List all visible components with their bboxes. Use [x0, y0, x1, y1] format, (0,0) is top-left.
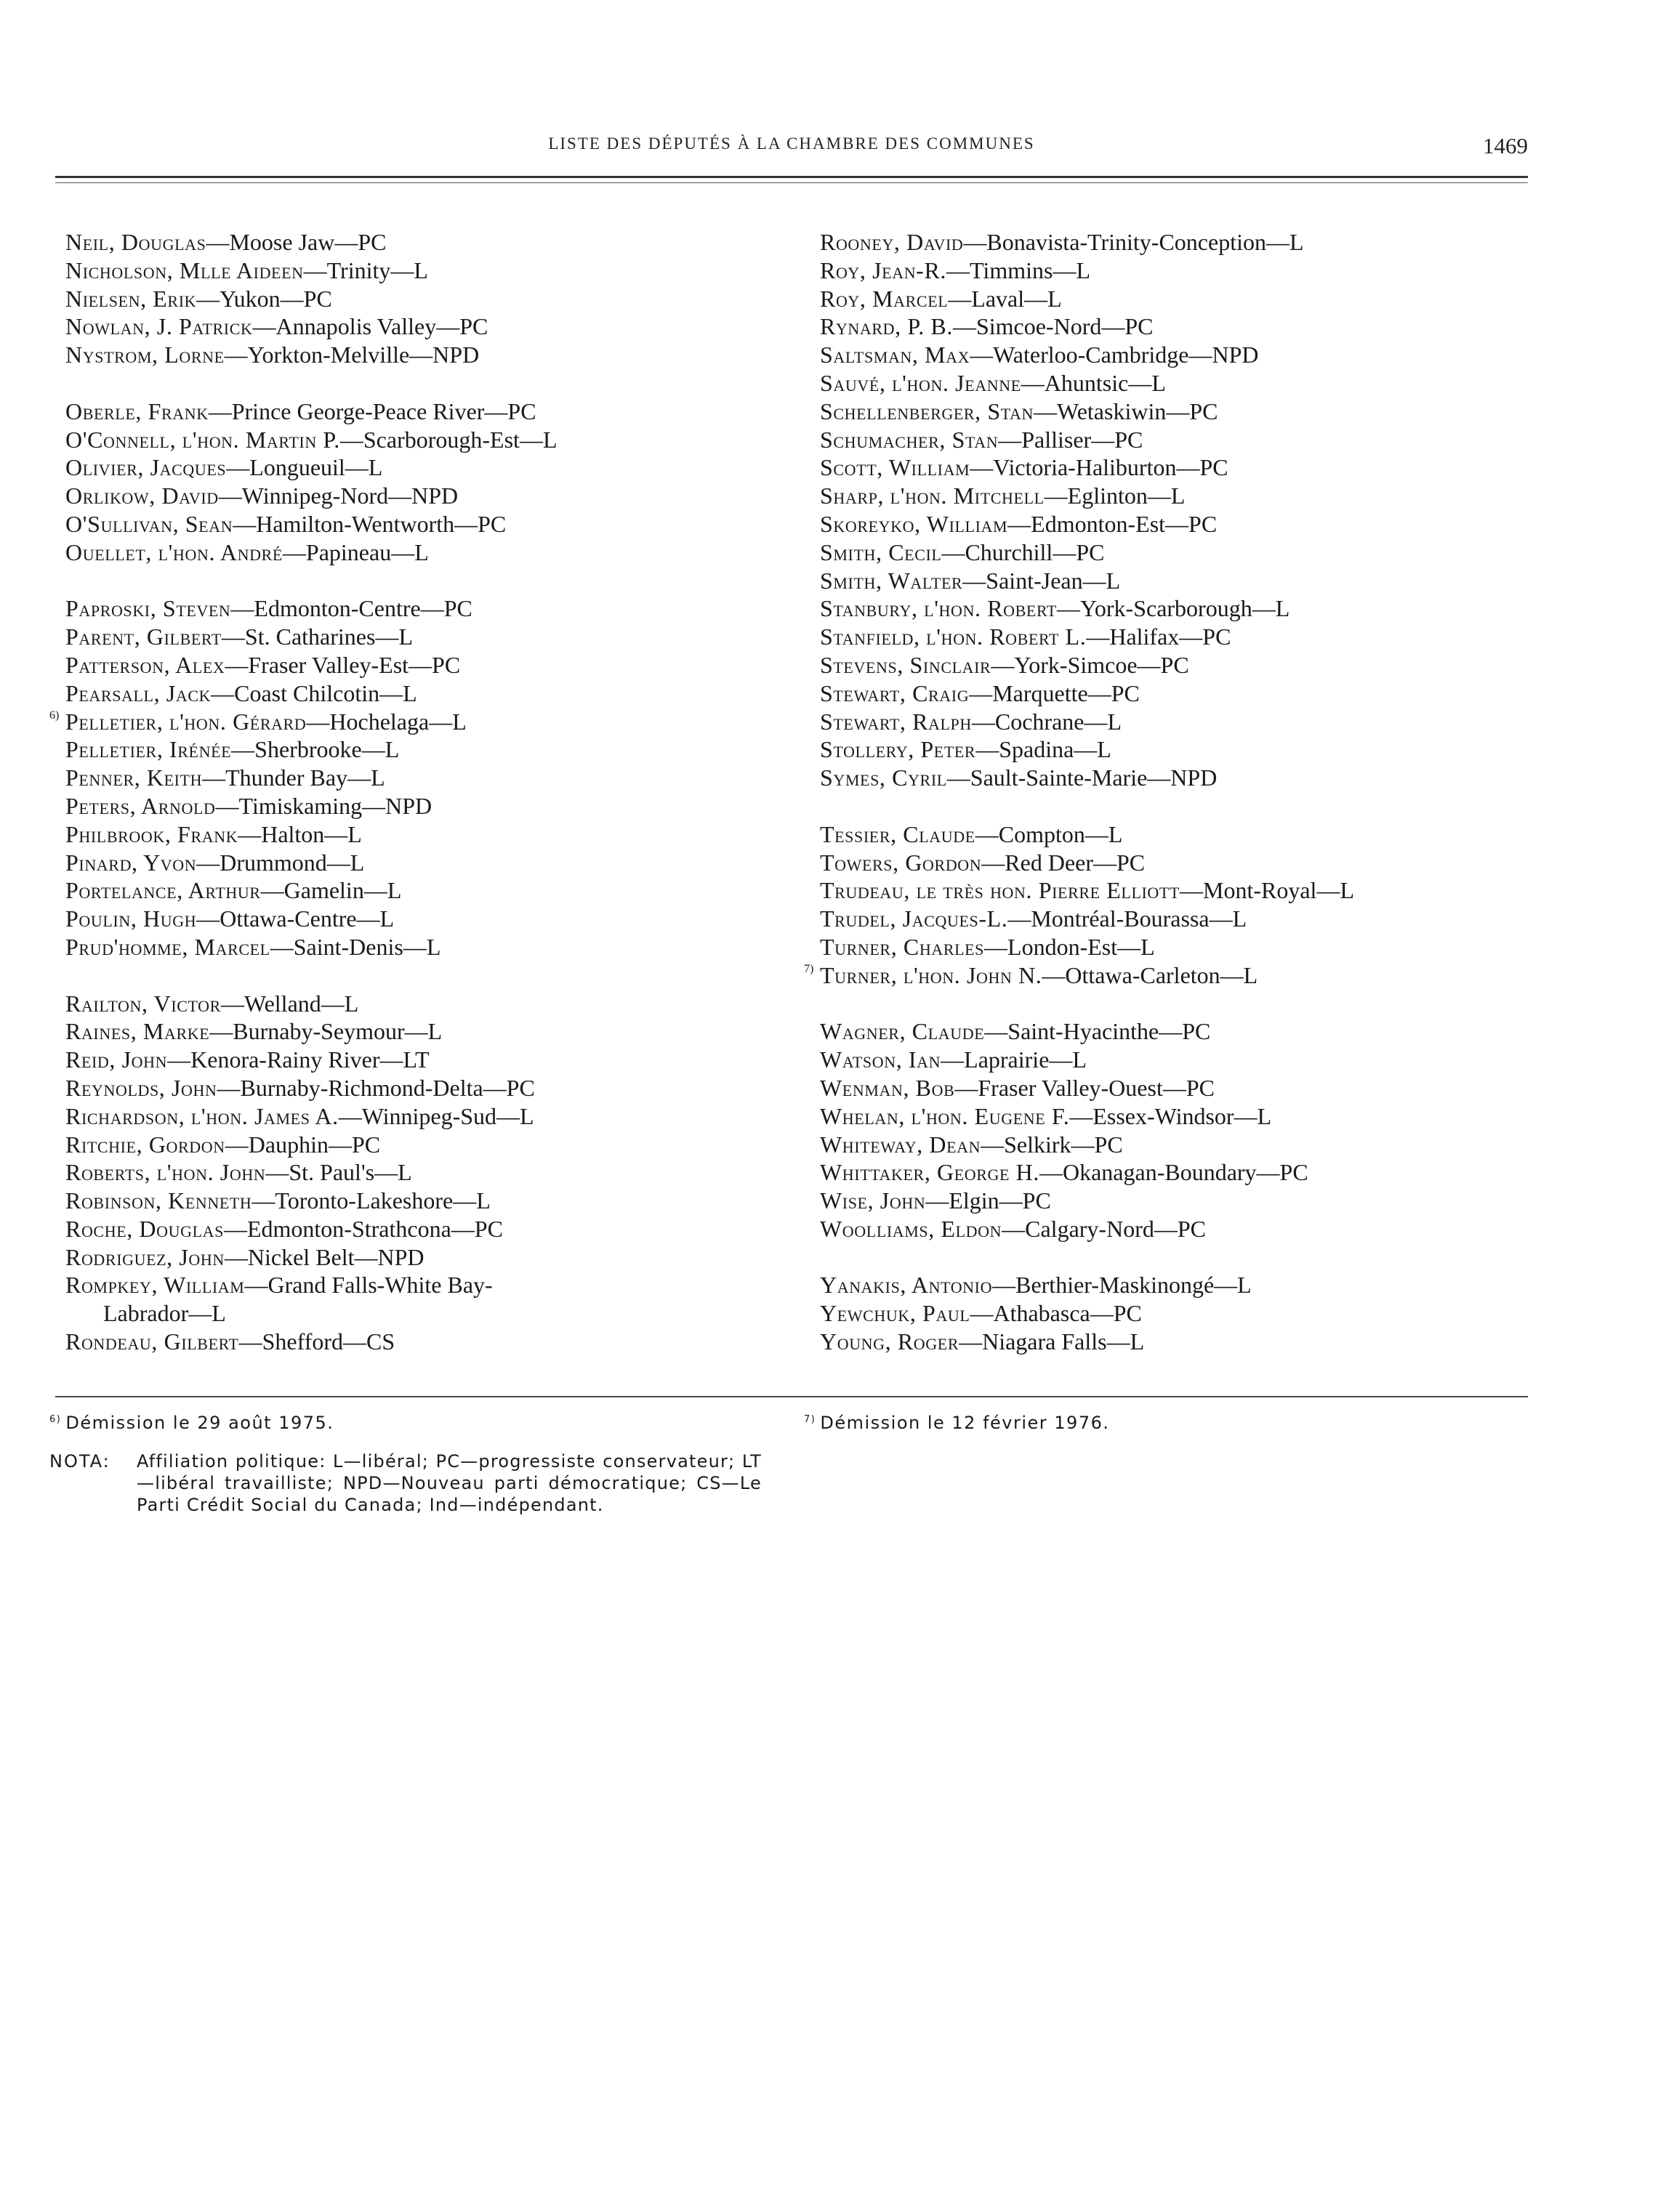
- member-riding-party: —Waterloo-Cambridge—NPD: [970, 342, 1259, 368]
- member-entry: [65, 228, 800, 257]
- member-entry: [820, 1102, 1540, 1131]
- member-riding-party: —Burnaby-Seymour—L: [209, 1018, 443, 1045]
- member-name: Reynolds, John: [65, 1074, 217, 1101]
- member-name: Oberle, Frank: [65, 397, 209, 424]
- member-entry: [820, 1187, 1540, 1215]
- member-name: Yanakis, Antonio: [820, 1272, 993, 1299]
- member-entry: [65, 876, 800, 905]
- member-name: Stanfield, l'hon. Robert L.: [820, 623, 1087, 650]
- member-riding-party: —Selkirk—PC: [981, 1131, 1123, 1158]
- member-name: Poulin, Hugh: [65, 905, 197, 932]
- member-name: Parent, Gilbert: [65, 623, 222, 650]
- member-riding-party: —Berthier-Maskinongé—L: [992, 1272, 1252, 1299]
- member-riding-party: —Red Deer—PC: [981, 849, 1146, 876]
- member-entry: [820, 623, 1540, 651]
- member-riding-party: —Compton—L: [975, 820, 1123, 847]
- member-entry: [65, 1328, 800, 1356]
- member-name: Rynard, P. B.: [820, 313, 953, 340]
- member-riding-party: —Laprairie—L: [941, 1046, 1087, 1073]
- member-entry: [820, 510, 1540, 538]
- member-entry: [820, 567, 1540, 595]
- member-entry: [820, 1215, 1540, 1243]
- member-entry: [65, 990, 800, 1018]
- member-entry: [65, 1074, 800, 1102]
- member-name: Towers, Gordon: [820, 849, 982, 876]
- member-name: Skoreyko, William: [820, 510, 1008, 537]
- member-riding-party: —Hamilton-Wentworth—PC: [233, 510, 507, 537]
- member-entry: [820, 285, 1540, 313]
- footnote-text: Démission le 12 février 1976.: [820, 1413, 1110, 1433]
- member-riding-party: —Trinity—L: [303, 257, 428, 283]
- member-riding-party: —Yorkton-Melville—NPD: [224, 342, 480, 368]
- member-name: Raines, Marke: [65, 1018, 210, 1045]
- header-rule-thin: [55, 182, 1528, 183]
- member-riding-party: —Calgary-Nord—PC: [1002, 1215, 1206, 1242]
- member-name: Stewart, Craig: [820, 679, 970, 706]
- member-entry: [820, 849, 1540, 877]
- member-name: Rompkey, William: [65, 1272, 245, 1299]
- member-entry: [820, 651, 1540, 679]
- member-entry: [65, 312, 800, 341]
- member-riding-party: —Marquette—PC: [969, 679, 1140, 706]
- member-name: Trudeau, le très hon. Pierre Elliott: [820, 877, 1180, 904]
- member-entry: [65, 735, 800, 764]
- member-name: Wenman, Bob: [820, 1074, 955, 1101]
- member-name: Paproski, Steven: [65, 595, 231, 622]
- member-name: O'Connell, l'hon. Martin P.: [65, 426, 340, 453]
- member-riding-party: —Hochelaga—L: [306, 708, 467, 735]
- member-entry: [820, 538, 1540, 567]
- member-entry: [65, 453, 800, 482]
- member-riding-party: —Sherbrooke—L: [231, 736, 400, 763]
- member-name: Roy, Jean-R.: [820, 257, 946, 283]
- member-riding-party: —Winnipeg-Nord—NPD: [218, 483, 459, 509]
- member-name: Roy, Marcel: [820, 285, 949, 312]
- member-name: Penner, Keith: [65, 764, 203, 791]
- member-entry: [65, 1017, 800, 1046]
- member-name: Nielsen, Erik: [65, 285, 197, 312]
- member-entry: [65, 594, 800, 623]
- member-riding-party: —Montréal-Bourassa—L: [1007, 905, 1247, 932]
- footnote-rule: [55, 1396, 1528, 1397]
- member-entry: [65, 426, 800, 454]
- member-riding-party: —St. Paul's—L: [265, 1159, 412, 1186]
- member-entry: [820, 1271, 1540, 1299]
- page-header: [55, 134, 1528, 171]
- member-name: Watson, Ian: [820, 1046, 941, 1073]
- footnote-text: Démission le 29 août 1975.: [65, 1413, 334, 1433]
- member-entry: [820, 679, 1540, 708]
- member-name: Pinard, Yvon: [65, 849, 197, 876]
- member-riding-party: —Dauphin—PC: [225, 1131, 381, 1158]
- member-entry: [820, 1328, 1540, 1356]
- member-entry: [49, 708, 800, 736]
- member-riding-party: —Saint-Hyacinthe—PC: [984, 1018, 1211, 1045]
- member-entry: [65, 623, 800, 651]
- member-entry: [65, 1271, 800, 1328]
- member-riding-party: —Spadina—L: [975, 736, 1111, 763]
- member-entry: [820, 1131, 1540, 1159]
- member-name: Sharp, l'hon. Mitchell: [820, 483, 1045, 509]
- member-name: Stollery, Peter: [820, 736, 976, 763]
- group-gap: [65, 369, 800, 397]
- member-riding-party: —Prince George-Peace River—PC: [208, 397, 536, 424]
- member-name: Neil, Douglas: [65, 229, 206, 255]
- member-riding-party: —Niagara Falls—L: [959, 1328, 1145, 1355]
- running-title: LISTE DES DÉPUTÉS À LA CHAMBRE DES COMMUNES: [548, 134, 1035, 153]
- member-name: Schellenberger, Stan: [820, 397, 1034, 424]
- member-name: Ritchie, Gordon: [65, 1131, 225, 1158]
- member-name: Olivier, Jacques: [65, 454, 227, 481]
- nota-label: NOTA:: [49, 1451, 110, 1472]
- member-name: Symes, Cyril: [820, 764, 947, 791]
- member-entry: [804, 961, 1540, 990]
- member-riding-party: —Timiskaming—NPD: [215, 792, 432, 819]
- member-name: Saltsman, Max: [820, 342, 970, 368]
- member-riding-party: —Kenora-Rainy River—LT: [167, 1046, 430, 1073]
- member-entry: [65, 1187, 800, 1215]
- member-riding-party: —St. Catharines—L: [221, 623, 413, 650]
- member-riding-party: —Drummond—L: [196, 849, 365, 876]
- member-name: Whittaker, George H.: [820, 1159, 1039, 1186]
- member-entry: [65, 849, 800, 877]
- member-name: Trudel, Jacques-L.: [820, 905, 1008, 932]
- footnote-6: [49, 1413, 776, 1433]
- member-entry: [820, 876, 1540, 905]
- member-riding-party: —Scarborough-Est—L: [339, 426, 558, 453]
- member-name: Stewart, Ralph: [820, 708, 972, 735]
- member-name: Patterson, Alex: [65, 651, 225, 678]
- member-riding-party: —Saint-Denis—L: [270, 933, 441, 960]
- group-gap: [820, 1243, 1540, 1272]
- footnote-mark: 7): [804, 1414, 816, 1425]
- footnote-7: [804, 1413, 1458, 1433]
- right-column: [804, 228, 1540, 1356]
- member-name: Portelance, Arthur: [65, 877, 261, 904]
- member-entry: [65, 285, 800, 313]
- member-riding-party: —Annapolis Valley—PC: [252, 313, 488, 340]
- member-name: Prud'homme, Marcel: [65, 933, 270, 960]
- member-riding-party: —Timmins—L: [946, 257, 1090, 283]
- member-riding-party: —Gamelin—L: [260, 877, 402, 904]
- member-name: Scott, William: [820, 454, 970, 481]
- nota-block: [49, 1450, 776, 1516]
- member-name: Railton, Victor: [65, 990, 221, 1017]
- member-riding-party: —Eglinton—L: [1044, 483, 1186, 509]
- member-entry: [820, 312, 1540, 341]
- member-riding-party: —Ahuntsic—L: [1021, 369, 1166, 396]
- member-riding-party: —Welland—L: [220, 990, 359, 1017]
- member-riding-party: —Okanagan-Boundary—PC: [1039, 1159, 1308, 1186]
- member-name: Pelletier, Irénée: [65, 736, 232, 763]
- member-name: Smith, Cecil: [820, 538, 942, 565]
- member-riding-continuation: Labrador—L: [103, 1300, 226, 1327]
- member-entry: [820, 933, 1540, 961]
- member-riding-party: —Burnaby-Richmond-Delta—PC: [217, 1074, 535, 1101]
- member-name: Whelan, l'hon. Eugene F.: [820, 1102, 1070, 1129]
- member-entry: [820, 482, 1540, 510]
- member-riding-party: —Ottawa-Centre—L: [196, 905, 395, 932]
- member-riding-party: —Palliser—PC: [998, 426, 1143, 453]
- member-riding-party: —London-Est—L: [984, 933, 1155, 960]
- member-entry: [65, 397, 800, 426]
- member-entry: [65, 257, 800, 285]
- member-riding-party: —Elgin—PC: [925, 1187, 1051, 1214]
- member-riding-party: —Edmonton-Est—PC: [1007, 510, 1218, 537]
- member-riding-party: —Halifax—PC: [1086, 623, 1231, 650]
- member-name: Turner, l'hon. John N.: [820, 961, 1042, 988]
- member-name: Rodriguez, John: [65, 1243, 225, 1270]
- member-entry: [820, 1158, 1540, 1187]
- member-name: Schumacher, Stan: [820, 426, 999, 453]
- member-name: Nystrom, Lorne: [65, 342, 225, 368]
- member-riding-party: —Papineau—L: [282, 538, 429, 565]
- member-entry: [65, 933, 800, 961]
- member-name: Rondeau, Gilbert: [65, 1328, 239, 1355]
- member-entry: [65, 1102, 800, 1131]
- member-name: Smith, Walter: [820, 567, 963, 594]
- member-riding-party: —Athabasca—PC: [970, 1300, 1142, 1327]
- member-riding-party: —Bonavista-Trinity-Conception—L: [963, 229, 1304, 255]
- member-name: Sauvé, l'hon. Jeanne: [820, 369, 1021, 396]
- page-number: 1469: [1483, 133, 1528, 158]
- member-riding-party: —Essex-Windsor—L: [1069, 1102, 1272, 1129]
- member-riding-party: —Fraser Valley-Est—PC: [225, 651, 461, 678]
- member-name: Rooney, David: [820, 229, 964, 255]
- member-name: Yewchuk, Paul: [820, 1300, 970, 1327]
- nota-text: Affiliation politique: L—libéral; PC—progressiste conservateur; LT—libéral travailliste; NPD—Nouveau parti démocratique; CS—Le Parti Crédit Social du Canada; Ind—indépendant.: [137, 1451, 762, 1515]
- member-entry: [820, 453, 1540, 482]
- group-gap: [65, 961, 800, 990]
- footnote-ref: 7): [804, 962, 814, 975]
- member-entry: [65, 510, 800, 538]
- header-rule-thick: [55, 176, 1528, 178]
- member-riding-party: —Fraser Valley-Ouest—PC: [954, 1074, 1215, 1101]
- member-name: Turner, Charles: [820, 933, 985, 960]
- member-riding-party: —Edmonton-Strathcona—PC: [223, 1215, 503, 1242]
- group-gap: [820, 990, 1540, 1018]
- member-name: Roberts, l'hon. John: [65, 1159, 266, 1186]
- member-name: Stevens, Sinclair: [820, 651, 991, 678]
- member-riding-party: —York-Simcoe—PC: [991, 651, 1189, 678]
- member-name: Orlikow, David: [65, 483, 219, 509]
- member-entry: [65, 679, 800, 708]
- member-riding-party: —Ottawa-Carleton—L: [1042, 961, 1258, 988]
- group-gap: [820, 792, 1540, 820]
- group-gap: [65, 567, 800, 595]
- member-entry: [820, 1017, 1540, 1046]
- member-entry: [820, 426, 1540, 454]
- member-entry: [820, 820, 1540, 849]
- member-name: Nicholson, Mlle Aideen: [65, 257, 304, 283]
- member-riding-party: —Coast Chilcotin—L: [211, 679, 417, 706]
- member-name: Wise, John: [820, 1187, 926, 1214]
- member-entry: [65, 764, 800, 792]
- member-entry: [820, 764, 1540, 792]
- member-entry: [65, 482, 800, 510]
- member-entry: [65, 820, 800, 849]
- member-name: O'Sullivan, Sean: [65, 510, 233, 537]
- member-riding-party: —Nickel Belt—NPD: [224, 1243, 424, 1270]
- member-name: Wagner, Claude: [820, 1018, 985, 1045]
- member-riding-party: —Wetaskiwin—PC: [1034, 397, 1218, 424]
- member-name: Whiteway, Dean: [820, 1131, 981, 1158]
- member-riding-party: —Winnipeg-Sud—L: [338, 1102, 534, 1129]
- member-riding-party: —Edmonton-Centre—PC: [230, 595, 472, 622]
- member-riding-party: —Mont-Royal—L: [1180, 877, 1354, 904]
- member-riding-party: —Longueuil—L: [226, 454, 383, 481]
- member-riding-party: —Thunder Bay—L: [202, 764, 385, 791]
- member-entry: [65, 651, 800, 679]
- member-riding-party: —Sault-Sainte-Marie—NPD: [946, 764, 1218, 791]
- member-entry: [820, 257, 1540, 285]
- member-entry: [820, 369, 1540, 397]
- member-name: Pelletier, l'hon. Gérard: [65, 708, 307, 735]
- member-name: Reid, John: [65, 1046, 168, 1073]
- member-entry: [65, 1131, 800, 1159]
- footnote-mark: 6): [49, 1414, 62, 1425]
- member-entry: [65, 1046, 800, 1074]
- member-entry: [820, 341, 1540, 369]
- member-name: Young, Roger: [820, 1328, 959, 1355]
- member-entry: [820, 1299, 1540, 1328]
- member-name: Ouellet, l'hon. André: [65, 538, 283, 565]
- member-name: Woolliams, Eldon: [820, 1215, 1002, 1242]
- member-riding-party: —Yukon—PC: [196, 285, 332, 312]
- member-riding-party: —Shefford—CS: [238, 1328, 395, 1355]
- member-name: Roche, Douglas: [65, 1215, 224, 1242]
- member-name: Tessier, Claude: [820, 820, 975, 847]
- member-riding-party: —Halton—L: [238, 820, 362, 847]
- left-column: [49, 228, 800, 1356]
- member-entry: [820, 708, 1540, 736]
- member-name: Robinson, Kenneth: [65, 1187, 252, 1214]
- member-name: Peters, Arnold: [65, 792, 216, 819]
- member-riding-party: —Moose Jaw—PC: [206, 229, 387, 255]
- member-riding-party: —Victoria-Haliburton—PC: [970, 454, 1228, 481]
- member-name: Nowlan, J. Patrick: [65, 313, 253, 340]
- member-riding-party: —Grand Falls-White Bay-: [244, 1272, 493, 1299]
- member-riding-party: —Cochrane—L: [971, 708, 1122, 735]
- member-entry: [820, 1046, 1540, 1074]
- member-entry: [820, 228, 1540, 257]
- member-entry: [65, 1215, 800, 1243]
- member-entry: [820, 735, 1540, 764]
- member-entry: [65, 538, 800, 567]
- member-entry: [820, 905, 1540, 933]
- member-entry: [65, 1243, 800, 1272]
- member-entry: [820, 397, 1540, 426]
- member-name: Pearsall, Jack: [65, 679, 212, 706]
- member-entry: [65, 792, 800, 820]
- member-entry: [820, 594, 1540, 623]
- member-name: Stanbury, l'hon. Robert: [820, 595, 1057, 622]
- member-entry: [820, 1074, 1540, 1102]
- member-riding-party: —Laval—L: [948, 285, 1062, 312]
- member-riding-party: —Saint-Jean—L: [962, 567, 1121, 594]
- footnote-ref: 6): [49, 709, 60, 722]
- member-riding-party: —Churchill—PC: [941, 538, 1105, 565]
- member-riding-party: —Simcoe-Nord—PC: [952, 313, 1154, 340]
- member-name: Richardson, l'hon. James A.: [65, 1102, 339, 1129]
- member-entry: [65, 341, 800, 369]
- member-riding-party: —Toronto-Lakeshore—L: [251, 1187, 491, 1214]
- member-riding-party: —York-Scarborough—L: [1056, 595, 1290, 622]
- member-entry: [65, 1158, 800, 1187]
- member-entry: [65, 905, 800, 933]
- member-name: Philbrook, Frank: [65, 820, 238, 847]
